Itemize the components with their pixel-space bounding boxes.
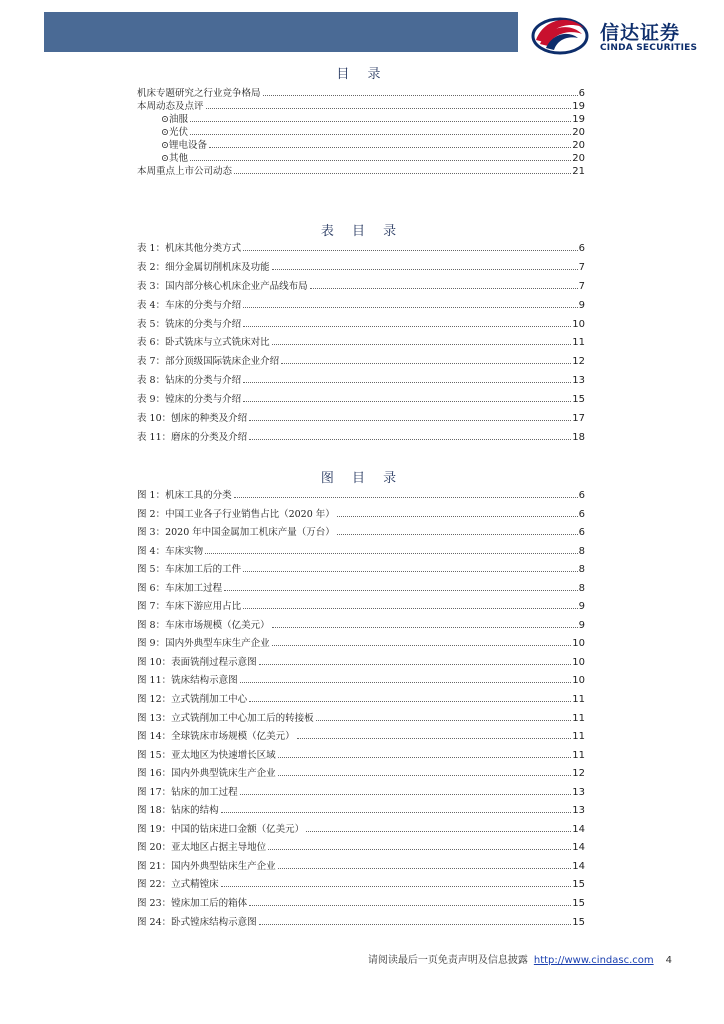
page-number: 4	[665, 955, 672, 966]
figure-entry[interactable]	[137, 654, 585, 673]
toc-entry-page[interactable]: 13	[572, 786, 585, 798]
page-footer	[368, 951, 672, 966]
toc-entry-label[interactable]: 图 7：车床下游应用占比	[137, 601, 242, 613]
toc-entry-label[interactable]: 图 6：车床加工过程	[137, 582, 223, 594]
toc-entry-page[interactable]: 13	[572, 805, 585, 817]
toc-entry-page[interactable]: 11	[572, 749, 585, 761]
toc-entry-page[interactable]: 12	[572, 768, 585, 780]
dot-leader	[337, 534, 578, 535]
dot-leader	[243, 382, 571, 383]
toc-entry-label[interactable]: 图 8：车床市场规模（亿美元）	[137, 619, 270, 631]
dot-leader	[337, 516, 578, 517]
contents-entry[interactable]	[137, 137, 585, 150]
toc-entry-label[interactable]: 表 5：铣床的分类与介绍	[137, 318, 242, 330]
toc-entry-label[interactable]: 图 16：国内外典型铣床生产企业	[137, 768, 276, 780]
dot-leader	[272, 344, 572, 345]
toc-entry-page[interactable]: 15	[572, 394, 585, 406]
dot-leader	[281, 363, 571, 364]
toc-entry-label[interactable]: 图 21：国内外典型钻床生产企业	[137, 860, 276, 872]
toc-entry-label[interactable]: 图 1：机床工具的分类	[137, 490, 232, 501]
contents-entry[interactable]	[137, 98, 585, 111]
header-bar	[44, 12, 518, 52]
table-entry[interactable]	[137, 278, 585, 297]
contents-entry[interactable]	[137, 111, 585, 124]
figure-entry[interactable]	[137, 914, 585, 933]
figure-entry[interactable]	[137, 710, 585, 729]
toc-entry-page[interactable]: 6	[578, 527, 585, 539]
figure-entry[interactable]	[137, 487, 585, 506]
figure-entry[interactable]	[137, 635, 585, 654]
toc-entry-label[interactable]: 图 5：车床加工后的工件	[137, 564, 242, 576]
toc-entry-page[interactable]: 10	[572, 656, 585, 668]
toc-entry-page[interactable]: 10	[572, 638, 585, 650]
dot-leader	[272, 645, 572, 646]
toc-entry-label[interactable]: 图 9：国内外典型车床生产企业	[137, 638, 270, 650]
toc-entry-label[interactable]: 图 2：中国工业各子行业销售占比（2020 年）	[137, 508, 335, 520]
dot-leader	[243, 608, 578, 609]
toc-entry-page[interactable]: 8	[578, 564, 585, 576]
dot-leader	[234, 497, 578, 498]
toc-entry-page[interactable]: 14	[572, 860, 585, 872]
toc-entry-label[interactable]: 表 3：国内部分核心机床企业产品线布局	[137, 280, 308, 292]
toc-entry-page[interactable]: 21	[572, 166, 585, 177]
toc-entry-label[interactable]: ⊙锂电设备	[161, 140, 207, 151]
dot-leader	[249, 701, 571, 702]
contents-entry[interactable]	[137, 124, 585, 137]
figure-entry[interactable]	[137, 524, 585, 543]
toc-entry-page[interactable]: 7	[578, 280, 585, 292]
toc-entry-page[interactable]: 10	[572, 318, 585, 330]
toc-entry-label[interactable]: 图 4：车床实物	[137, 545, 204, 557]
dot-leader	[259, 924, 572, 925]
toc-entry-page[interactable]: 19	[572, 101, 585, 112]
toc-entry-page[interactable]: 10	[572, 675, 585, 687]
contents-entry[interactable]	[137, 150, 585, 163]
toc-entry-page[interactable]: 13	[572, 375, 585, 387]
toc-entry-page[interactable]: 8	[578, 545, 585, 557]
table-entry[interactable]	[137, 334, 585, 353]
figure-entry[interactable]	[137, 747, 585, 766]
toc-entry-page[interactable]: 9	[578, 619, 585, 631]
toc-entry-page[interactable]: 17	[572, 413, 585, 425]
figure-entry[interactable]	[137, 561, 585, 580]
toc-entry-page[interactable]: 20	[572, 153, 585, 164]
toc-entry-page[interactable]: 6	[578, 243, 585, 254]
brand-name-cn: 信达证券	[600, 22, 681, 44]
table-entry[interactable]	[137, 429, 585, 448]
toc-entry-label[interactable]: 表 2：细分金属切削机床及功能	[137, 261, 270, 273]
dot-leader	[243, 571, 578, 572]
table-entry[interactable]	[137, 297, 585, 316]
toc-entry-page[interactable]: 7	[578, 261, 585, 273]
toc-entry-label[interactable]: 表 7：部分顶级国际铣床企业介绍	[137, 356, 280, 368]
toc-entry-label[interactable]: 表 10：刨床的种类及介绍	[137, 413, 248, 425]
dot-leader	[221, 886, 572, 887]
toc-entry-page[interactable]: 18	[572, 431, 585, 443]
toc-entry-label[interactable]: 表 9：镗床的分类与介绍	[137, 394, 242, 406]
figure-entry[interactable]	[137, 543, 585, 562]
dot-leader	[268, 849, 571, 850]
dot-leader	[278, 775, 572, 776]
toc-entry-page[interactable]: 8	[578, 582, 585, 594]
dot-leader	[310, 288, 578, 289]
figures-list	[137, 487, 585, 932]
dot-leader	[249, 439, 571, 440]
dot-leader	[243, 307, 578, 308]
figure-entry[interactable]	[137, 858, 585, 877]
toc-entry-label[interactable]: 表 1：机床其他分类方式	[137, 243, 242, 254]
toc-entry-label[interactable]: 图 11：铣床结构示意图	[137, 675, 238, 687]
contents-title: 目 录	[336, 67, 388, 82]
dot-leader	[272, 627, 578, 628]
tables-list	[137, 240, 585, 448]
figure-entry[interactable]	[137, 895, 585, 914]
toc-entry-label[interactable]: 本周重点上市公司动态	[137, 166, 233, 177]
dot-leader	[278, 868, 572, 869]
figure-entry[interactable]	[137, 672, 585, 691]
toc-entry-page[interactable]: 12	[572, 356, 585, 368]
toc-entry-page[interactable]: 15	[572, 898, 585, 910]
toc-entry-page[interactable]: 11	[572, 337, 585, 349]
table-entry[interactable]	[137, 316, 585, 335]
figure-entry[interactable]	[137, 691, 585, 710]
dot-leader	[297, 738, 572, 739]
toc-entry-page[interactable]: 6	[578, 490, 585, 501]
dot-leader	[259, 664, 572, 665]
figure-entry[interactable]	[137, 580, 585, 599]
dot-leader	[243, 326, 571, 327]
toc-entry-page[interactable]: 20	[572, 140, 585, 151]
dot-leader	[205, 553, 578, 554]
dot-leader	[221, 812, 572, 813]
toc-entry-label[interactable]: 图 20：亚太地区占据主导地位	[137, 842, 267, 854]
toc-entry-label[interactable]: 机床专题研究之行业竞争格局	[137, 88, 261, 99]
toc-entry-page[interactable]: 9	[578, 601, 585, 613]
toc-entry-label[interactable]: 图 17：钻床的加工过程	[137, 786, 238, 798]
toc-entry-page[interactable]: 14	[572, 842, 585, 854]
tables-title: 表 目 录	[320, 224, 404, 239]
figure-entry[interactable]	[137, 839, 585, 858]
toc-entry-label[interactable]: 图 3：2020 年中国金属加工机床产量（万台）	[137, 527, 335, 539]
dot-leader	[306, 831, 571, 832]
table-entry[interactable]	[137, 410, 585, 429]
dot-leader	[240, 682, 572, 683]
toc-entry-label[interactable]: 本周动态及点评	[137, 101, 204, 112]
table-entry[interactable]	[137, 391, 585, 410]
figure-entry[interactable]	[137, 728, 585, 747]
figure-entry[interactable]	[137, 617, 585, 636]
dot-leader	[240, 794, 572, 795]
toc-entry-page[interactable]: 15	[572, 879, 585, 891]
toc-entry-page[interactable]: 15	[572, 916, 585, 928]
dot-leader	[249, 420, 571, 421]
dot-leader	[278, 757, 572, 758]
figure-entry[interactable]	[137, 765, 585, 784]
toc-entry-label[interactable]: 图 23：镗床加工后的箱体	[137, 898, 248, 910]
figure-entry[interactable]	[137, 598, 585, 617]
dot-leader	[272, 269, 578, 270]
toc-entry-label[interactable]: 图 14：全球铣床市场规模（亿美元）	[137, 731, 295, 743]
dot-leader	[206, 108, 572, 109]
dot-leader	[249, 905, 571, 906]
toc-entry-page[interactable]: 20	[572, 127, 585, 138]
contents-entry[interactable]	[137, 85, 585, 98]
toc-entry-page[interactable]: 9	[578, 299, 585, 311]
toc-entry-page[interactable]: 19	[572, 114, 585, 125]
toc-entry-label[interactable]: 图 13：立式铣削加工中心加工后的转接板	[137, 712, 314, 724]
toc-entry-label[interactable]: 图 12：立式铣削加工中心	[137, 694, 248, 706]
dot-leader	[263, 95, 578, 96]
brand-name-en: CINDA SECURITIES	[600, 43, 698, 53]
toc-entry-label[interactable]: 图 10：表面铣削过程示意图	[137, 656, 257, 668]
toc-entry-page[interactable]: 6	[578, 88, 585, 99]
dot-leader	[243, 250, 578, 251]
dot-leader	[224, 590, 578, 591]
dot-leader	[190, 121, 571, 122]
dot-leader	[316, 720, 572, 721]
table-entry[interactable]	[137, 353, 585, 372]
toc-entry-page[interactable]: 11	[572, 694, 585, 706]
brand-logo	[530, 12, 720, 56]
toc-entry-label[interactable]: ⊙其他	[161, 153, 188, 164]
figures-title: 图 目 录	[320, 471, 404, 486]
figure-entry[interactable]	[137, 876, 585, 895]
contents-list	[137, 85, 585, 176]
toc-entry-label[interactable]: 图 18：钻床的结构	[137, 805, 219, 817]
toc-entry-label[interactable]: 表 8：钻床的分类与介绍	[137, 375, 242, 387]
dot-leader	[209, 147, 571, 148]
figure-entry[interactable]	[137, 506, 585, 525]
toc-entry-label[interactable]: 图 15：亚太地区为快速增长区域	[137, 749, 276, 761]
toc-entry-label[interactable]: 图 22：立式精镗床	[137, 879, 219, 891]
contents-entry[interactable]	[137, 163, 585, 176]
footer-disclaimer: 请阅读最后一页免责声明及信息披露	[367, 955, 528, 966]
toc-entry-page[interactable]: 11	[572, 712, 585, 724]
toc-entry-page[interactable]: 11	[572, 731, 585, 743]
toc-entry-page[interactable]: 6	[578, 508, 585, 520]
toc-entry-label[interactable]: 图 19：中国的钻床进口金额（亿美元）	[137, 823, 305, 835]
toc-entry-label[interactable]: 表 4：车床的分类与介绍	[137, 299, 242, 311]
toc-entry-label[interactable]: ⊙油服	[161, 114, 188, 125]
dot-leader	[190, 160, 571, 161]
dot-leader	[190, 134, 571, 135]
toc-entry-label[interactable]: 图 24：卧式镗床结构示意图	[137, 916, 257, 928]
toc-entry-page[interactable]: 14	[572, 823, 585, 835]
footer-link[interactable]: http://www.cindasc.com	[533, 955, 654, 966]
toc-entry-label[interactable]: 表 11：磨床的分类及介绍	[137, 431, 248, 443]
toc-entry-label[interactable]: 表 6：卧式铣床与立式铣床对比	[137, 337, 270, 349]
dot-leader	[234, 173, 571, 174]
table-entry[interactable]	[137, 372, 585, 391]
table-entry[interactable]	[137, 259, 585, 278]
cinda-logo-icon	[530, 12, 590, 56]
dot-leader	[243, 401, 571, 402]
toc-entry-label[interactable]: ⊙光伏	[161, 127, 188, 138]
figure-entry[interactable]	[137, 784, 585, 803]
table-entry[interactable]	[137, 240, 585, 259]
figure-entry[interactable]	[137, 802, 585, 821]
figure-entry[interactable]	[137, 821, 585, 840]
